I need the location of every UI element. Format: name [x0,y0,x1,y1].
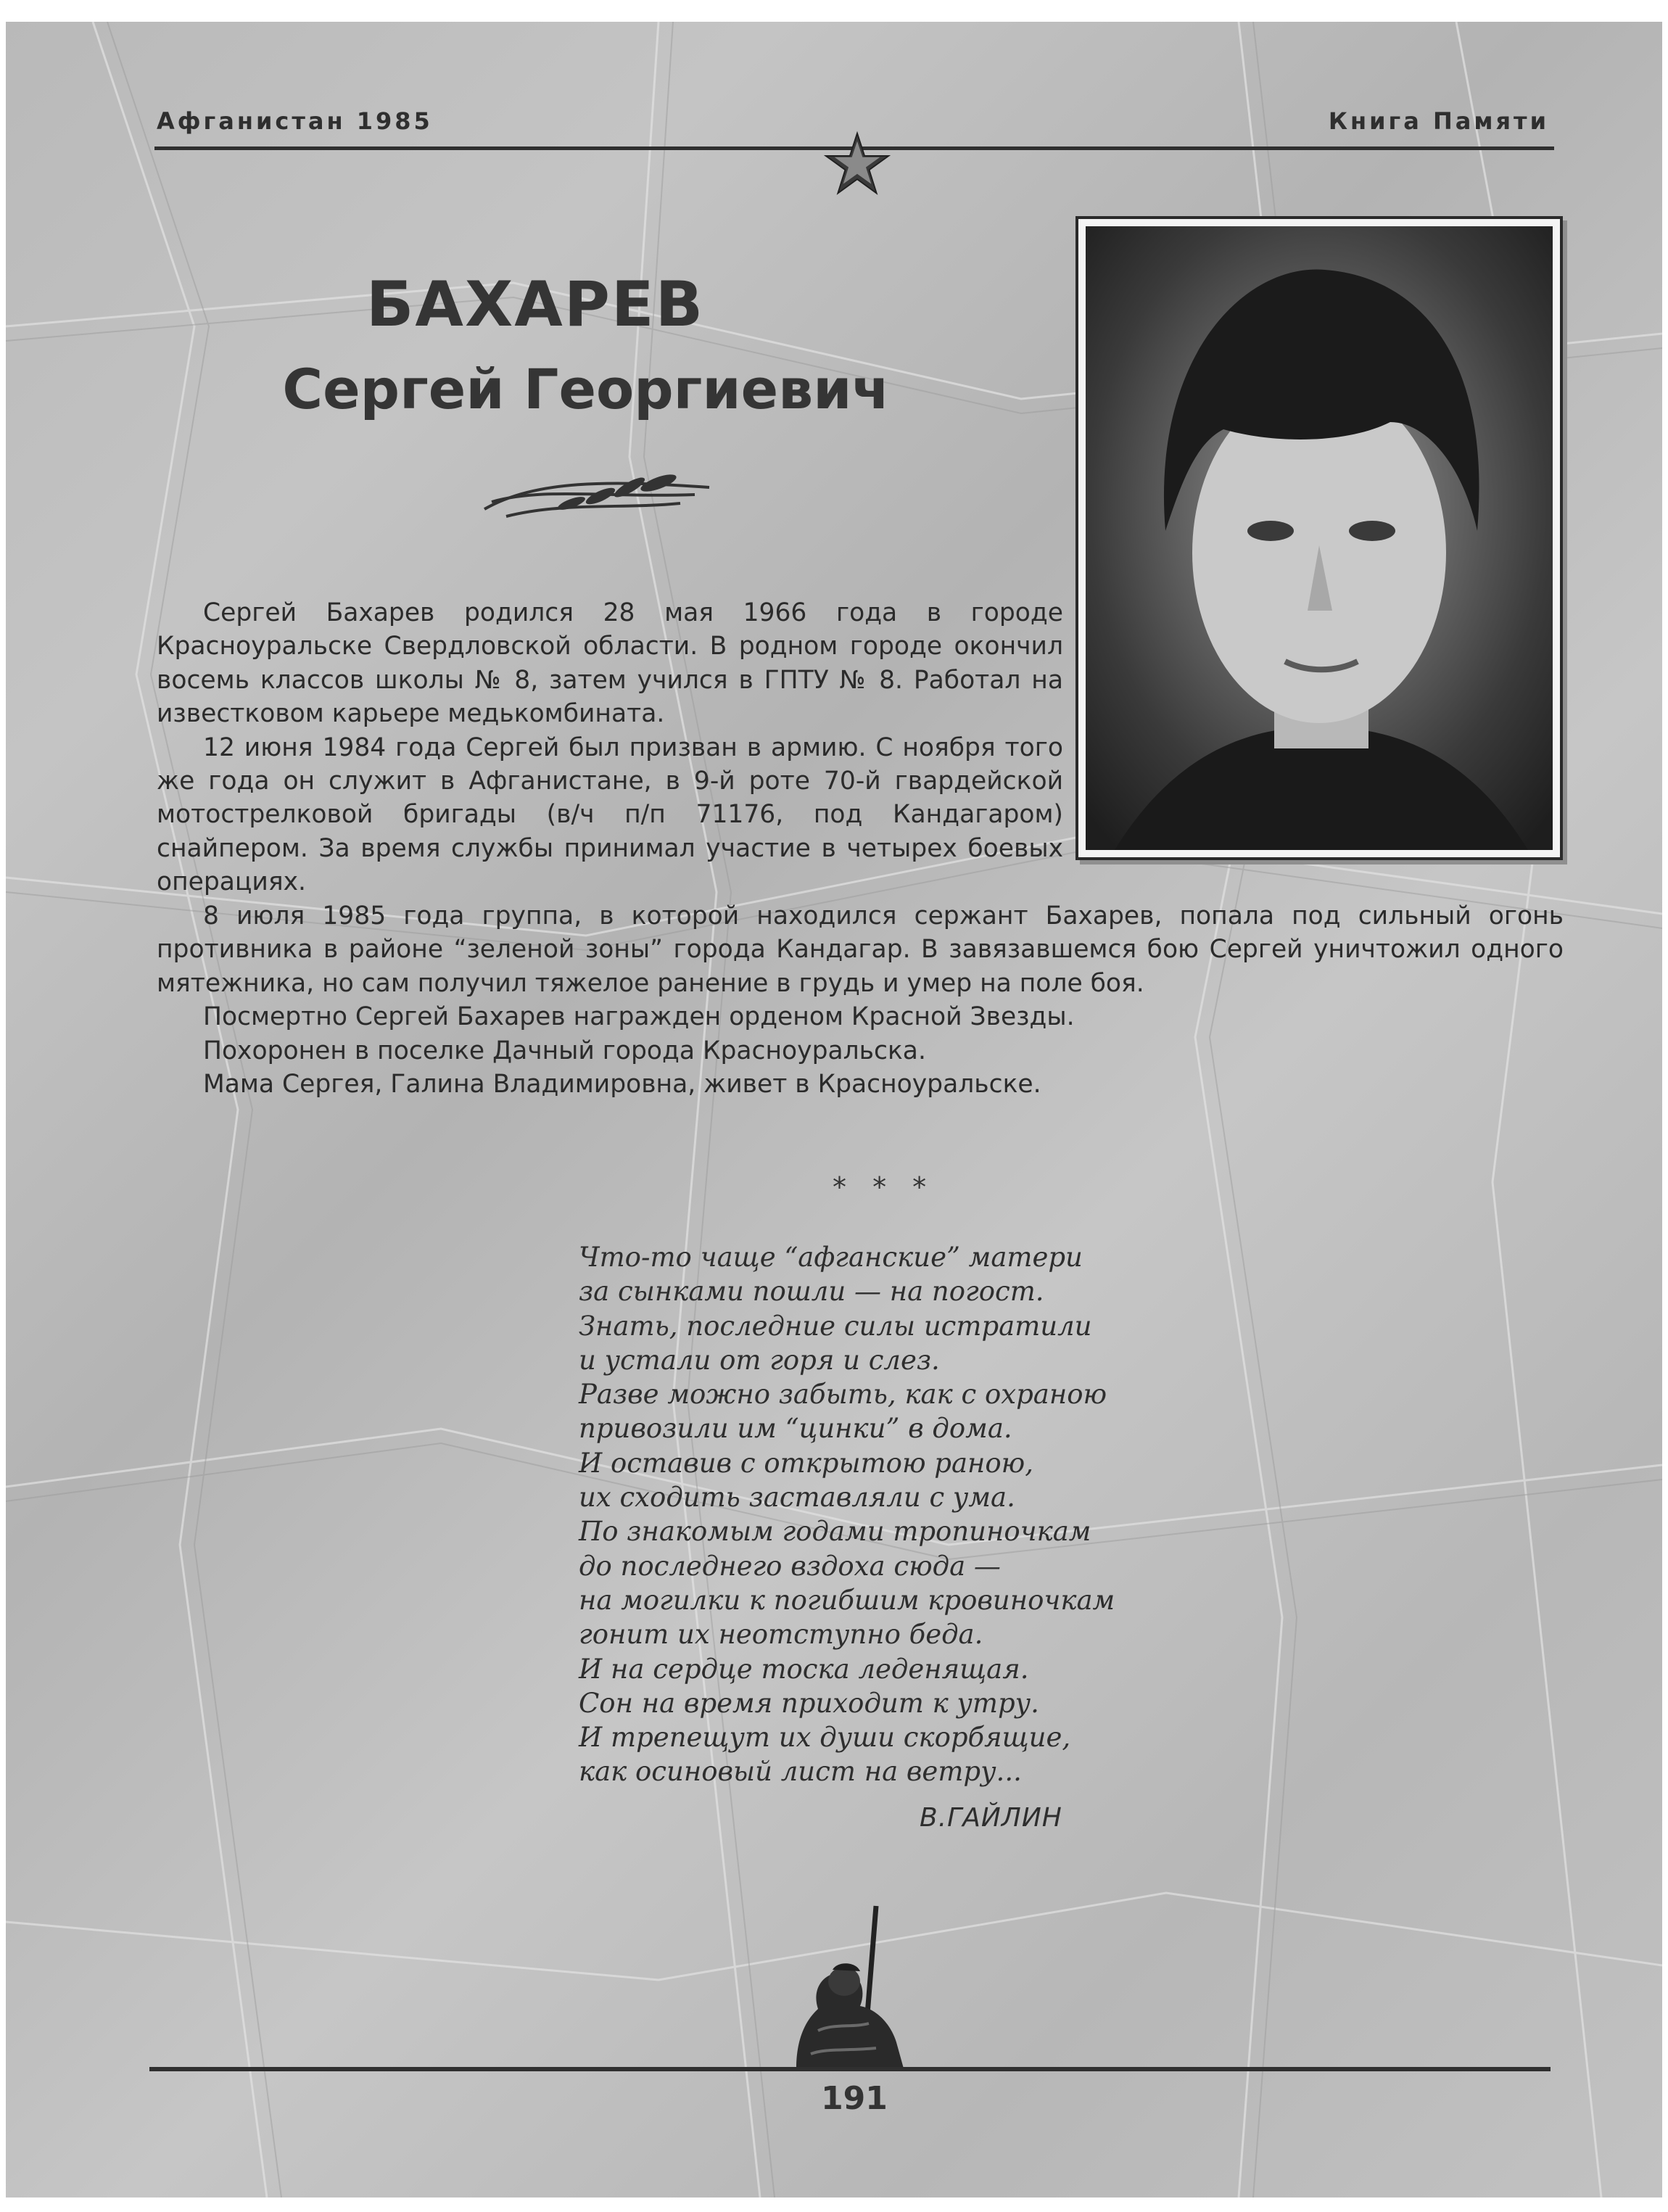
poem-author: В.ГАЙЛИН [920,1803,1062,1833]
poem-line: привозили им “цинки” в дома. [579,1413,1012,1445]
poem-line: за сынками пошли — на погост. [579,1276,1044,1308]
bio-paragraph-5: Похоронен в поселке Дачный города Красноуральска. [203,1036,926,1065]
laurel-ornament-icon [477,466,717,524]
poem-line: И оставив с открытою раною, [579,1447,1034,1479]
poem-line: По знакомым годами тропиночкам [579,1516,1091,1548]
bio-paragraph-2: 12 июня 1984 года Сергей был призван в армию. С ноября того же года он служит в Афганистане, в 9-й роте 70-й гвардейской мотострелковой бригады (в/ч п/п 71176, под Кандагаром) снайпером. За время службы принимал участие в четырех боевых операциях. [157,732,1063,897]
book-page [6,22,1662,2197]
poem-line: Что-то чаще “афганские” матери [579,1242,1083,1273]
star-icon [824,131,891,197]
poem-line: Знать, последние силы истратили [579,1310,1092,1342]
poem-line: Сон на время приходит к утру. [579,1687,1039,1719]
poem-line: И на сердце тоска леденящая. [579,1653,1029,1685]
poem-line: как осиновый лист на ветру... [579,1756,1022,1788]
poem-line: их сходить заставляли с ума. [579,1482,1015,1514]
portrait-image [1086,226,1553,850]
person-names: Сергей Георгиевич [282,357,890,421]
bio-paragraph-3: 8 июля 1985 года группа, в которой находился сержант Бахарев, попала под сильный огонь противника в районе “зеленой зоны” города Кандагар. В завязавшемся бою Сергей уничтожил одного мятежника, но сам получил тяжелое ранение в грудь и умер на поле боя. [157,901,1564,998]
running-header-left: Афганистан 1985 [157,107,433,135]
biography-wide-column [157,899,1564,1101]
poem-line: гонит их неотступно беда. [579,1619,983,1651]
poem-line: и устали от горя и слез. [579,1344,940,1376]
poem [579,1240,1231,1789]
bio-paragraph-4: Посмертно Сергей Бахарев награжден орденом Красной Звезды. [203,1002,1075,1032]
person-surname: БАХАРЕВ [366,268,705,341]
poem-line: до последнего вздоха сюда — [579,1550,1001,1582]
bio-paragraph-1: Сергей Бахарев родился 28 мая 1966 года в городе Красноуральске Свердловской области. В родном городе окончил восемь классов школы № 8, затем учился в ГПТУ № 8. Работал на известковом карьере медькомбината. [157,598,1063,729]
running-header-right: Книга Памяти [1328,107,1549,135]
section-separator: * * * [833,1171,936,1203]
mourning-soldier-icon [767,1900,941,2074]
bio-paragraph-6: Мама Сергея, Галина Владимировна, живет в Красноуральске. [203,1070,1041,1099]
portrait-photo [1075,216,1563,860]
biography-narrow-column [157,596,1063,899]
poem-line: на могилки к погибшим кровиночкам [579,1584,1115,1616]
poem-line: Разве можно забыть, как с охраною [579,1379,1107,1411]
page-number: 191 [821,2080,888,2117]
footer-rule [149,2067,1551,2071]
poem-line: И трепещут их души скорбящие, [579,1722,1071,1754]
